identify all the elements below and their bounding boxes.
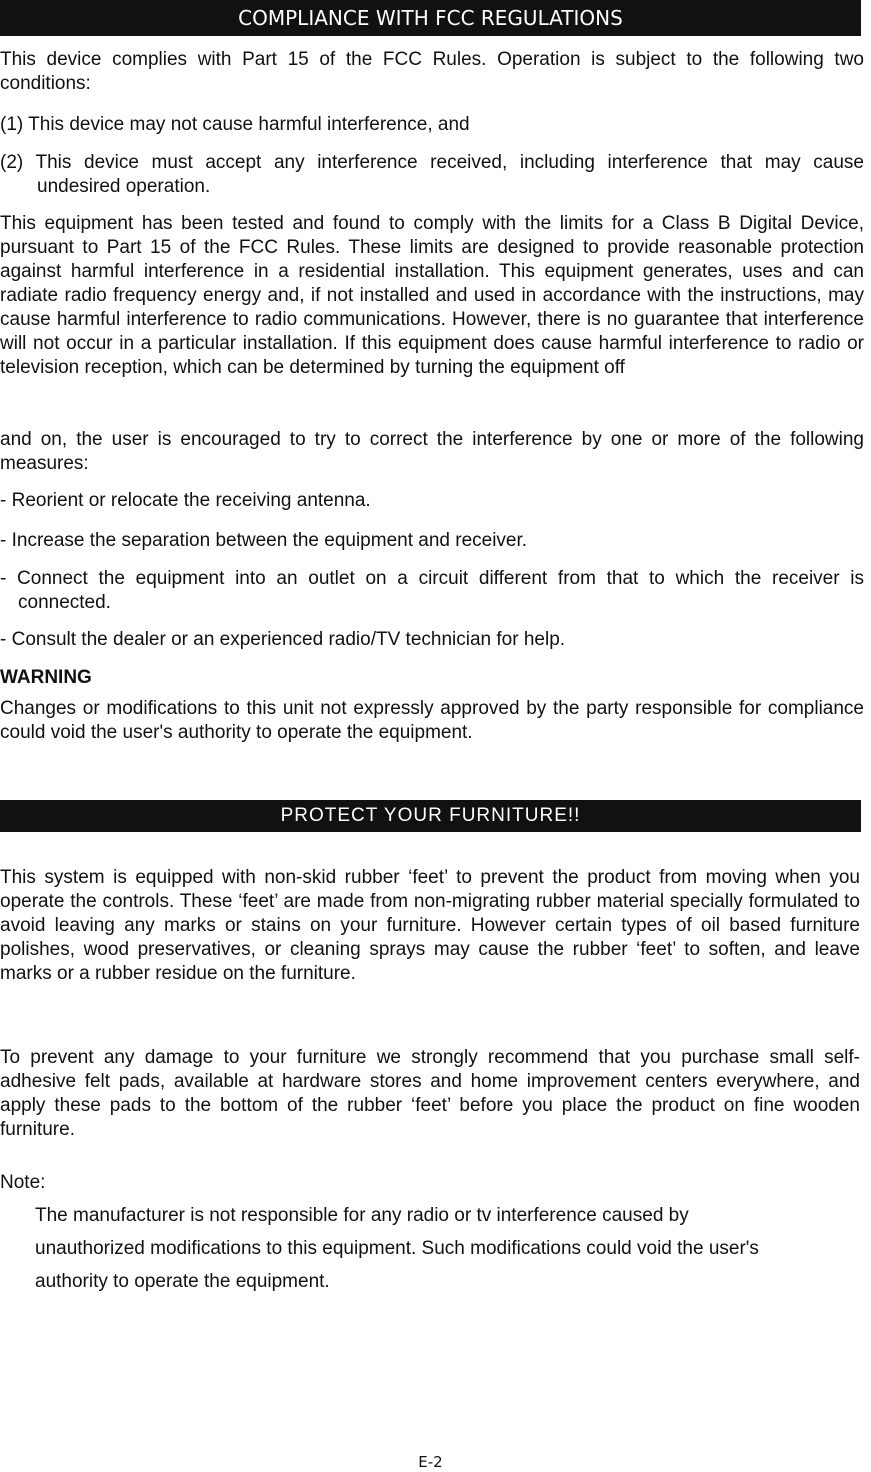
fcc-intro: This device complies with Part 15 of the FCC Rules. Operation is subject to the following two conditions:	[0, 49, 864, 94]
note-label: Note:	[0, 1172, 46, 1193]
warning-heading: WARNING	[0, 667, 92, 688]
fcc-condition-1: (1) This device may not cause harmful interference, and	[0, 114, 470, 135]
furniture-paragraph-1: This system is equipped with non-skid rubber ‘feet’ to prevent the product from moving when you operate the controls. These ‘feet’ are made from non-migrating rubber material specially formulated to avoid leaving any marks or stains on your furniture. However certain types of oil based furniture polishes, wood preservatives, or cleaning sprays may cause the rubber ‘feet’ to soften, and leave marks or a rubber residue on the furniture.	[0, 867, 860, 984]
furniture-paragraph-2: To prevent any damage to your furniture we strongly recommend that you purchase small self-adhesive felt pads, available at hardware stores and home improvement centers everywhere, and apply these pads to the bottom of the rubber ‘feet’ before you place the product on fine wooden furniture.	[0, 1047, 860, 1140]
fcc-measure-item: - Connect the equipment into an outlet on a circuit different from that to which the receiver is connected.	[0, 568, 864, 613]
fcc-tested-paragraph: This equipment has been tested and found to comply with the limits for a Class B Digital Device, pursuant to Part 15 of the FCC Rules. These limits are designed to provide reasonable protection against harmful interference in a residential installation. This equipment generates, uses and can radiate radio frequency energy and, if not installed and used in accordance with the instructions, may cause harmful interference to radio communications. However, there is no guarantee that interference will not occur in a particular installation. If this equipment does cause harmful interference to radio or television reception, which can be determined by turning the equipment off	[0, 213, 864, 378]
fcc-measure-item: - Increase the separation between the equipment and receiver.	[0, 530, 528, 551]
note-line: authority to operate the equipment.	[35, 1271, 330, 1292]
furniture-section-title: PROTECT YOUR FURNITURE!!	[0, 800, 861, 832]
note-line: unauthorized modifications to this equipment. Such modifications could void the user's	[35, 1238, 759, 1259]
fcc-condition-2: (2) This device must accept any interference received, including interference that may cause undesired operation.	[0, 152, 864, 197]
fcc-measure-item: - Reorient or relocate the receiving antenna.	[0, 490, 371, 511]
fcc-and-on-paragraph: and on, the user is encouraged to try to correct the interference by one or more of the following measures:	[0, 429, 864, 474]
page-number: E-2	[418, 1453, 443, 1471]
fcc-section-title: COMPLIANCE WITH FCC REGULATIONS	[0, 0, 861, 36]
note-line: The manufacturer is not responsible for any radio or tv interference caused by	[35, 1205, 689, 1226]
warning-text: Changes or modifications to this unit not expressly approved by the party responsible for compliance could void the user's authority to operate the equipment.	[0, 698, 864, 743]
fcc-measure-item: - Consult the dealer or an experienced radio/TV technician for help.	[0, 629, 566, 650]
